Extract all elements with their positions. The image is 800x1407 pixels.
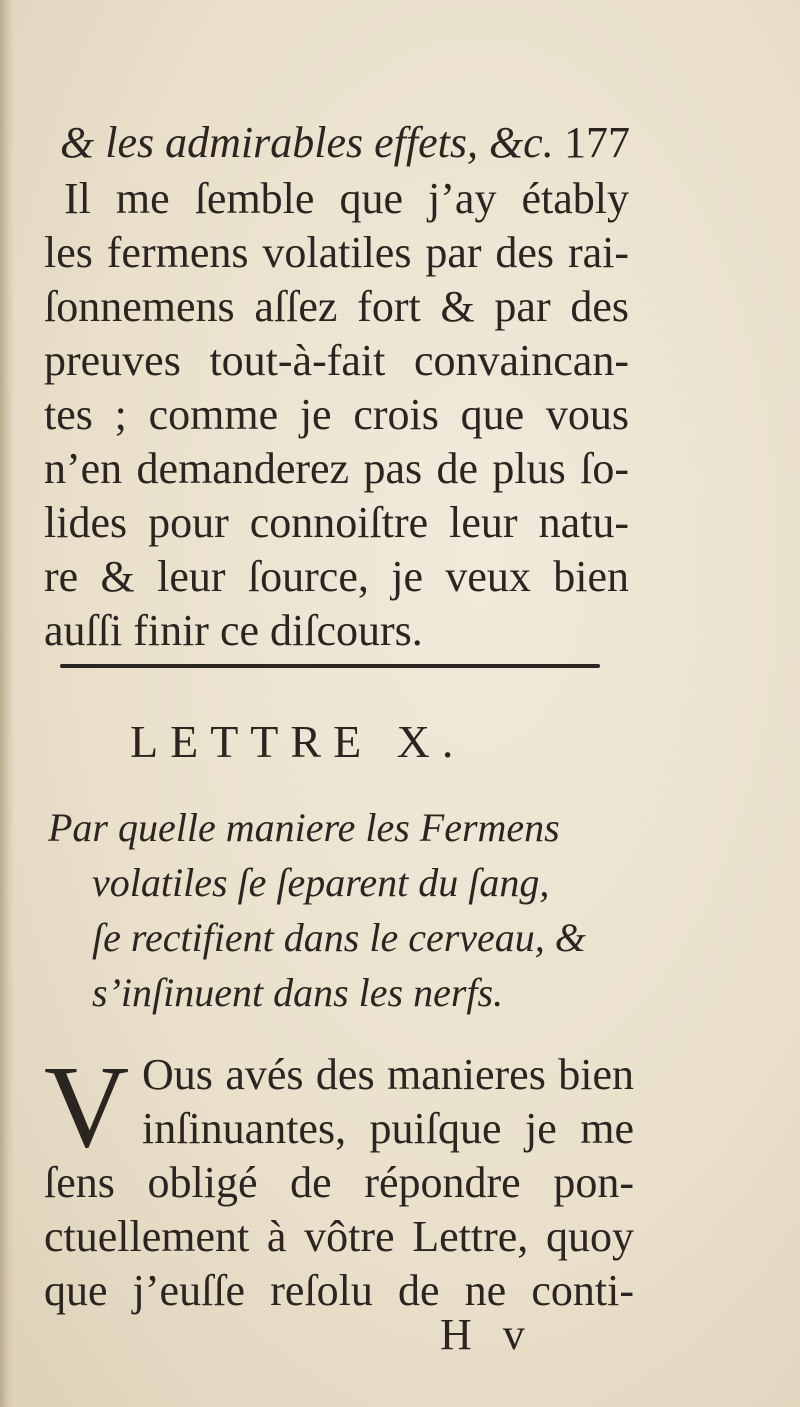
text-line: les fermens volatiles par des rai- <box>44 228 629 277</box>
text-line: tes ; comme je crois que vous <box>44 390 629 439</box>
signature-mark: H v <box>440 1310 535 1359</box>
summary-line: s’inſinuent dans les nerfs. <box>92 970 504 1015</box>
summary-line: volatiles ſe ſeparent du ſang, <box>92 860 550 905</box>
letter-summary <box>48 800 628 1020</box>
text-line: que j’euſſe reſolu de ne conti- <box>44 1266 634 1315</box>
page-gutter-shadow <box>0 0 14 1407</box>
summary-line: ſe rectifient dans le cerveau, & <box>92 915 586 960</box>
text-line: ſonnemens aſſez fort & par des <box>44 282 629 331</box>
text-line: Il me ſemble que j’ay étably <box>64 174 629 223</box>
text-line: preuves tout-à-fait convaincan- <box>44 336 629 385</box>
letter-body <box>44 1041 634 1318</box>
text-line: ſens obligé de répondre pon- <box>44 1158 634 1207</box>
text-line: auſſi finir ce diſcours. <box>44 606 423 655</box>
text-line: Ous avés des manieres bien <box>142 1050 634 1099</box>
section-divider-rule <box>60 664 600 668</box>
closing-paragraph <box>44 172 629 658</box>
text-line: inſinuantes, puiſque je me <box>142 1104 634 1153</box>
running-header <box>60 118 630 168</box>
drop-cap: V <box>44 1041 130 1172</box>
text-line: n’en demanderez pas de plus ſo- <box>44 444 629 493</box>
text-line: re & leur ſource, je veux bien <box>44 552 629 601</box>
letter-heading: LETTRE X. <box>130 716 466 767</box>
running-title: & les admirables effets, &c. <box>60 118 554 167</box>
page-number: 177 <box>564 118 630 167</box>
text-line: lides pour connoiſtre leur natu- <box>44 498 629 547</box>
text-line: ctuellement à vôtre Lettre, quoy <box>44 1212 634 1261</box>
summary-line: Par quelle maniere les Fermens <box>48 805 560 850</box>
